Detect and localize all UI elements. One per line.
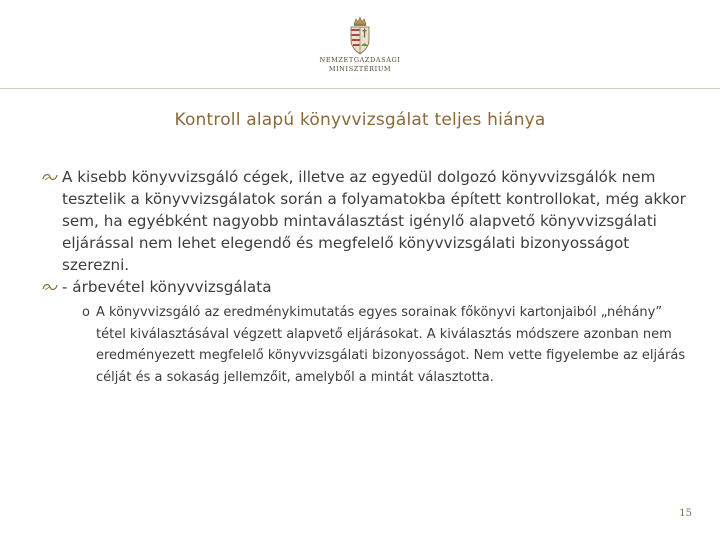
- header-divider: [0, 88, 720, 89]
- coat-of-arms-icon: [347, 16, 373, 56]
- sub-bullet-marker: o: [82, 305, 90, 320]
- sub-bullet-text: A könyvvizsgáló az eredménykimutatás egyes sorainak főkönyvi kartonjaiból „néhány” tétel kiválasztásával végzett alapvető eljárásokat. A kiválasztás módszere azonban nem eredményezett megfelelő könyvvizsgálati bizonyosságot. Nem vette figyelembe az eljárás célját és a sokaság jellemzőit, amelyből a mintát választotta.: [96, 305, 686, 385]
- swirl-bullet-icon: [42, 172, 58, 182]
- page-number: 15: [679, 508, 692, 519]
- bullet-text: - árbevétel könyvvizsgálata: [62, 278, 272, 296]
- bullet-text: A kisebb könyvvizsgáló cégek, illetve az egyedül dolgozó könyvvizsgálók nem tesztelik a könyvvizsgálatok során a folyamatokba épített kontrollokat, még akkor sem, ha egyébként nagyobb mintaválasztást igénylő alapvető könyvvizsgálati eljárással nem lehet elegendő és megfelelő könyvvizsgálati bizonyosságot szerezni.: [62, 168, 686, 274]
- bullet-item: [42, 276, 692, 298]
- ministry-logo: [300, 16, 420, 82]
- ministry-name-line1: NEMZETGAZDASÁGI: [319, 56, 401, 64]
- sub-bullet-item: [82, 302, 686, 388]
- bullet-item: [42, 166, 692, 276]
- swirl-bullet-icon: [42, 282, 58, 292]
- ministry-name-line2: MINISZTÉRIUM: [328, 65, 392, 73]
- slide-title: Kontroll alapú könyvvizsgálat teljes hiánya: [174, 110, 546, 130]
- bullet-list: [42, 166, 692, 388]
